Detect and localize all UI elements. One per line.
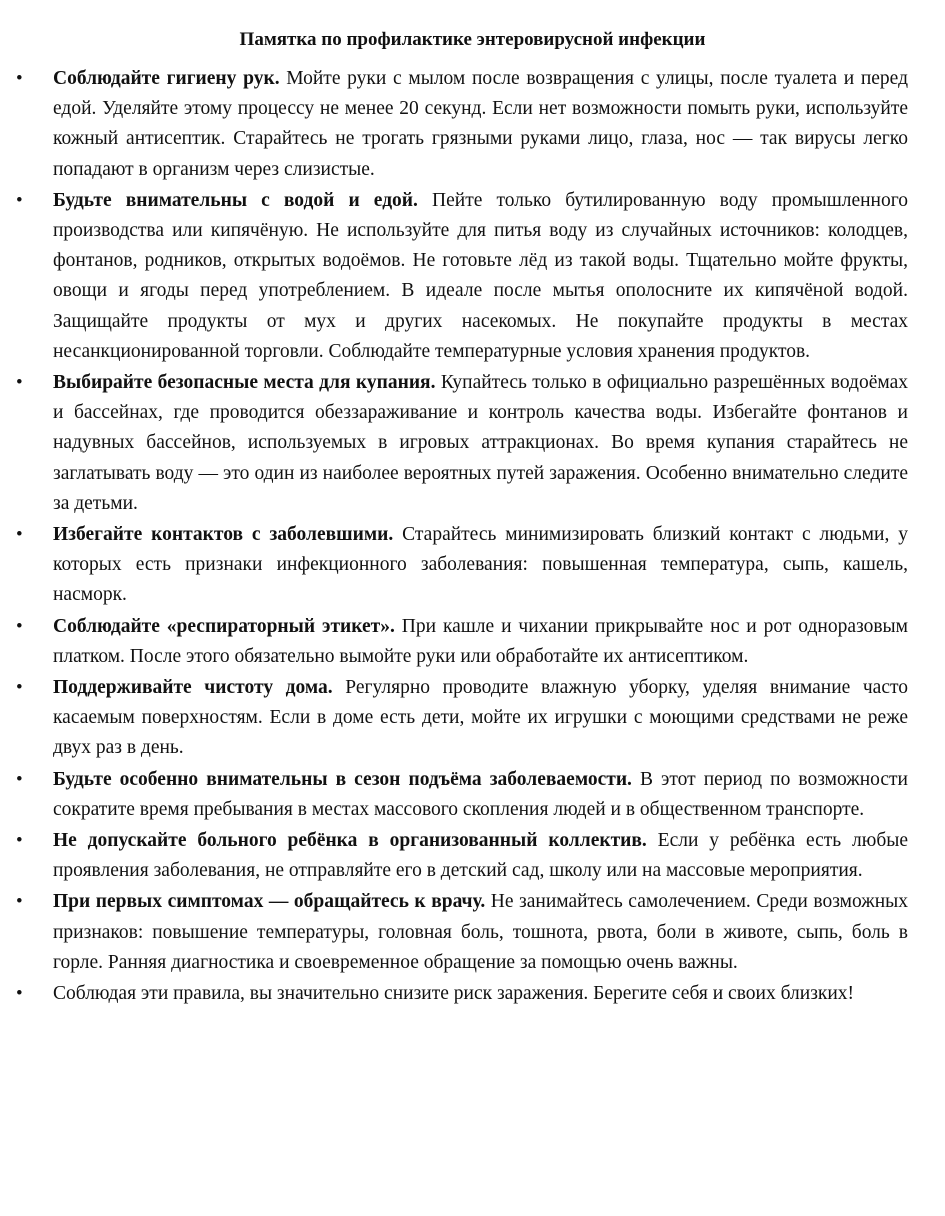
list-item xyxy=(0,186,945,367)
bullet-icon: • xyxy=(16,983,23,1005)
list-item xyxy=(0,979,945,1009)
list-item xyxy=(0,765,945,825)
item-heading: Соблюдайте гигиену рук. xyxy=(53,68,280,89)
bullet-icon: • xyxy=(16,372,23,394)
list-item xyxy=(0,887,945,978)
item-text: Пейте только бутилированную воду промышленного производства или кипячёную. Не используйте для питья воду из случайных источников: колодцев, фонтанов, родников, открытых водоёмов. Не готовьте лёд из такой воды. Тщательно мойте фрукты, овощи и ягоды перед употреблением. В идеале после мытья ополосните их кипячёной водой. Защищайте продукты от мух и других насекомых. Не покупайте продукты в местах несанкционированной торговли. Соблюдайте температурные условия хранения продуктов. xyxy=(53,189,908,362)
list-item xyxy=(0,612,945,672)
item-heading: Не допускайте больного ребёнка в организованный коллектив. xyxy=(53,830,647,852)
item-text: Купайтесь только в официально разрешённых водоёмах и бассейнах, где проводится обеззараживание и контроль качества воды. Избегайте фонтанов и надувных бассейнов, используемых в игровых аттракционах. Во время купания старайтесь не заглатывать воду — это один из наиболее вероятных путей заражения. Особенно внимательно следите за детьми. xyxy=(53,372,908,514)
item-heading: Поддерживайте чистоту дома. xyxy=(53,677,333,699)
bullet-icon: • xyxy=(16,68,23,89)
item-text: Мойте руки с мылом после возвращения с улицы, после туалета и перед едой. Уделяйте этому процессу не менее 20 секунд. Если нет возможности помыть руки, используйте кожный антисептик. Старайтесь не трогать грязными руками лицо, глаза, нос — так вирусы легко попадают в организм через слизистые. xyxy=(53,68,908,180)
item-heading: Соблюдайте «респираторный этикет». xyxy=(53,615,395,637)
item-text: Если у ребёнка есть любые проявления заболевания, не отправляйте его в детский сад, школу или на массовые мероприятия. xyxy=(53,830,909,882)
bullet-icon: • xyxy=(16,830,23,852)
list-item xyxy=(0,520,945,611)
bullet-icon: • xyxy=(16,189,23,211)
item-text: В этот период по возможности сократите время пребывания в местах массового скопления людей и в общественном транспорте. xyxy=(53,768,908,820)
item-heading: Будьте внимательны с водой и едой. xyxy=(53,189,418,211)
closing-text: Соблюдая эти правила, вы значительно снизите риск заражения. Берегите себя и своих близких! xyxy=(53,983,855,1005)
list-item xyxy=(0,368,945,519)
item-heading: Будьте особенно внимательны в сезон подъёма заболеваемости. xyxy=(53,768,632,790)
recommendation-list xyxy=(0,64,945,1010)
list-item xyxy=(0,673,945,764)
item-text: Не занимайтесь самолечением. Среди возможных признаков: повышение температуры, головная боль, тошнота, рвота, боли в животе, сыпь, боль в горле. Ранняя диагностика и своевременное обращение за помощью очень важны. xyxy=(53,891,908,973)
bullet-icon: • xyxy=(16,615,23,637)
bullet-icon: • xyxy=(16,677,23,699)
item-text: При кашле и чихании прикрывайте нос и рот одноразовым платком. После этого обязательно вымойте руки или обработайте их антисептиком. xyxy=(53,615,908,667)
bullet-icon: • xyxy=(16,524,23,546)
item-heading: Избегайте контактов с заболевшими. xyxy=(53,524,394,546)
item-heading: При первых симптомах — обращайтесь к врачу. xyxy=(53,891,486,913)
item-text: Старайтесь минимизировать близкий контакт с людьми, у которых есть признаки инфекционного заболевания: повышенная температура, сыпь, кашель, насморк. xyxy=(53,524,908,606)
item-heading: Выбирайте безопасные места для купания. xyxy=(53,372,436,394)
document-title: Памятка по профилактике энтеровирусной инфекции xyxy=(239,29,706,50)
bullet-icon: • xyxy=(16,891,23,913)
item-text: Регулярно проводите влажную уборку, уделяя внимание часто касаемым поверхностям. Если в доме есть дети, мойте их игрушки с моющими средствами не реже двух раз в день. xyxy=(53,677,909,759)
bullet-icon: • xyxy=(16,768,23,790)
list-item xyxy=(0,826,945,886)
list-item xyxy=(0,64,945,185)
